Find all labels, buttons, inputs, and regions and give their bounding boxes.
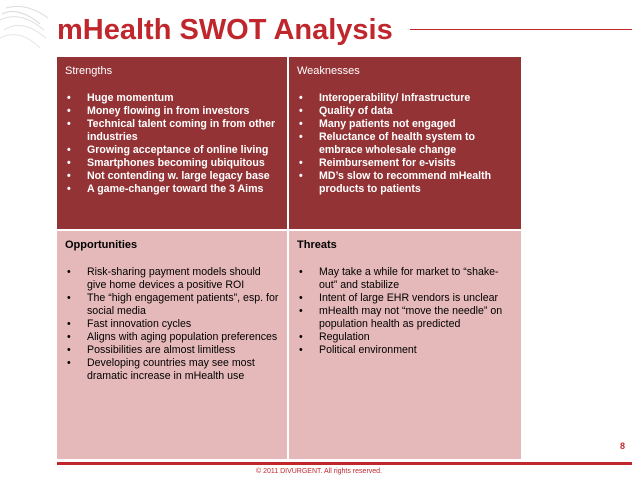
bullet-icon: • — [67, 144, 71, 156]
bullet-icon: • — [67, 118, 71, 130]
list-item — [297, 266, 515, 292]
footer — [0, 441, 638, 479]
bullet-icon: • — [299, 292, 303, 304]
list-item — [297, 118, 515, 131]
page-title: mHealth SWOT Analysis — [57, 14, 393, 46]
bullet-icon: • — [299, 344, 303, 356]
list-item — [65, 118, 281, 144]
bullet-icon: • — [299, 266, 303, 278]
list-item — [65, 318, 281, 331]
list-item-text: Technical talent coming in from other industries — [87, 118, 276, 143]
opportunities-quadrant — [57, 231, 287, 459]
list-item — [65, 170, 281, 183]
list-item — [297, 292, 515, 305]
opportunities-heading: Opportunities — [65, 239, 138, 251]
list-item-text: Fast innovation cycles — [87, 318, 192, 330]
list-item — [65, 344, 281, 357]
list-item — [297, 344, 515, 357]
opportunities-list — [65, 266, 281, 383]
bullet-icon: • — [299, 105, 303, 117]
list-item-text: Growing acceptance of online living — [87, 144, 269, 156]
list-item — [297, 131, 515, 157]
list-item-text: mHealth may not “move the needle” on population health as predicted — [319, 305, 503, 330]
bullet-icon: • — [299, 92, 303, 104]
list-item-text: Possibilities are almost limitless — [87, 344, 236, 356]
strengths-list — [65, 92, 281, 196]
bullet-icon: • — [67, 183, 71, 195]
weaknesses-heading: Weaknesses — [297, 65, 360, 77]
list-item-text: Quality of data — [319, 105, 393, 117]
list-item-text: Reimbursement for e-visits — [319, 157, 456, 169]
list-item — [65, 92, 281, 105]
bullet-icon: • — [299, 118, 303, 130]
list-item-text: A game-changer toward the 3 Aims — [87, 183, 264, 195]
bullet-icon: • — [67, 357, 71, 369]
list-item — [65, 331, 281, 344]
list-item — [297, 331, 515, 344]
swot-grid — [57, 57, 521, 459]
list-item — [65, 266, 281, 292]
bullet-icon: • — [299, 331, 303, 343]
list-item-text: Huge momentum — [87, 92, 174, 104]
threats-heading: Threats — [297, 239, 337, 251]
bullet-icon: • — [67, 266, 71, 278]
strengths-quadrant — [57, 57, 287, 229]
list-item-text: Political environment — [319, 344, 417, 356]
list-item — [297, 157, 515, 170]
bullet-icon: • — [299, 170, 303, 182]
bullet-icon: • — [67, 344, 71, 356]
list-item-text: Many patients not engaged — [319, 118, 456, 130]
list-item-text: Not contending w. large legacy base — [87, 170, 270, 182]
list-item-text: May take a while for market to “shake-out” and stabilize — [319, 266, 499, 291]
list-item — [297, 170, 515, 196]
bullet-icon: • — [67, 170, 71, 182]
list-item-text: Interoperability/ Infrastructure — [319, 92, 471, 104]
list-item — [65, 157, 281, 170]
list-item — [65, 183, 281, 196]
bullet-icon: • — [67, 157, 71, 169]
list-item — [297, 92, 515, 105]
threats-list — [297, 266, 515, 357]
list-item-text: Smartphones becoming ubiquitous — [87, 157, 265, 169]
title-rule — [410, 29, 632, 30]
list-item-text: Risk-sharing payment models should give home devices a positive ROI — [87, 266, 261, 291]
weaknesses-quadrant — [289, 57, 521, 229]
page-number: 8 — [620, 441, 626, 451]
list-item-text: Money flowing in from investors — [87, 105, 250, 117]
bullet-icon: • — [67, 318, 71, 330]
list-item — [65, 144, 281, 157]
list-item — [65, 357, 281, 383]
list-item — [65, 292, 281, 318]
bullet-icon: • — [299, 131, 303, 143]
bullet-icon: • — [67, 92, 71, 104]
list-item-text: Regulation — [319, 331, 370, 343]
list-item-text: Intent of large EHR vendors is unclear — [319, 292, 499, 304]
bullet-icon: • — [67, 331, 71, 343]
list-item-text: Aligns with aging population preferences — [87, 331, 278, 343]
bullet-icon: • — [67, 105, 71, 117]
list-item-text: Developing countries may see most dramatic increase in mHealth use — [87, 357, 255, 382]
footer-rule — [57, 462, 632, 465]
bullet-icon: • — [299, 305, 303, 317]
bullet-icon: • — [67, 292, 71, 304]
list-item — [297, 305, 515, 331]
copyright-text: © 2011 DIVURGENT. All rights reserved. — [255, 468, 383, 475]
threats-quadrant — [289, 231, 521, 459]
list-item — [65, 105, 281, 118]
list-item-text: Reluctance of health system to embrace wholesale change — [319, 131, 476, 156]
strengths-heading: Strengths — [65, 65, 113, 77]
bullet-icon: • — [299, 157, 303, 169]
list-item-text: MD’s slow to recommend mHealth products to patients — [319, 170, 492, 195]
list-item-text: The “high engagement patients”, esp. for social media — [87, 292, 279, 317]
weaknesses-list — [297, 92, 515, 196]
list-item — [297, 105, 515, 118]
decorative-arcs-icon — [0, 0, 60, 55]
